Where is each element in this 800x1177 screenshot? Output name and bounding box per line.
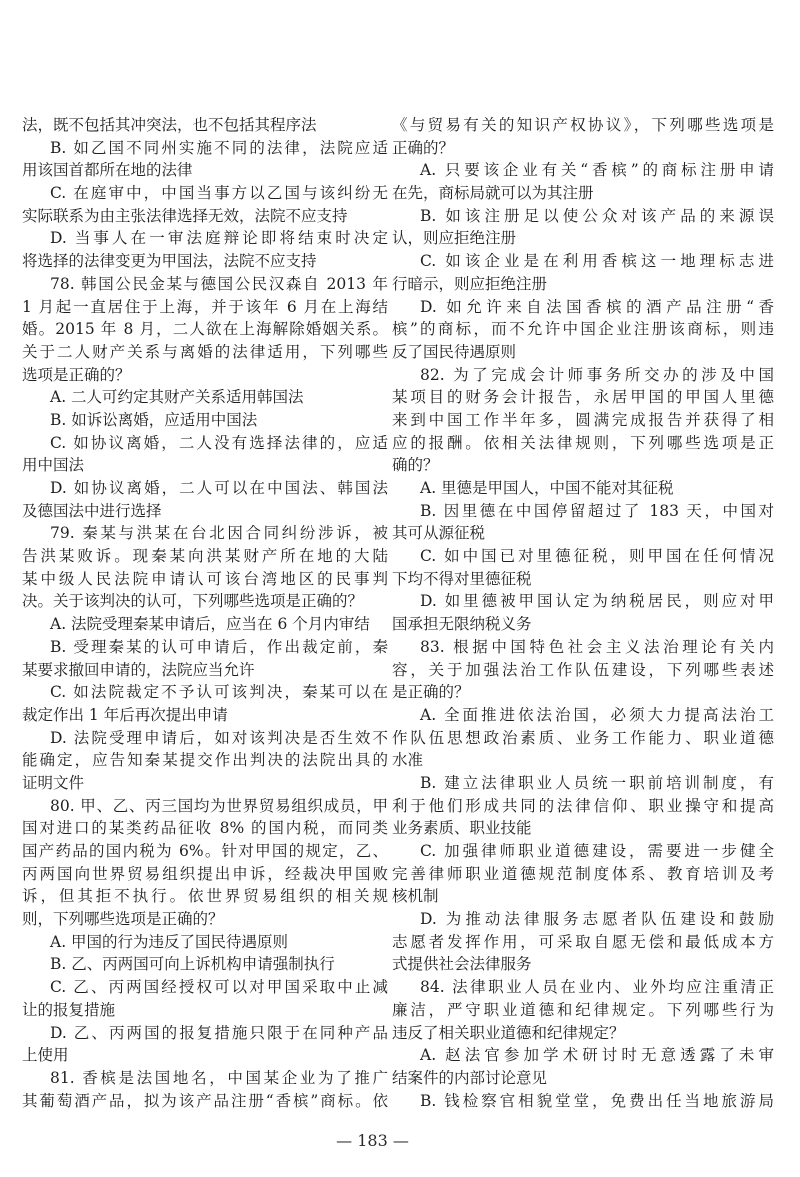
text-line: 《与贸易有关的知识产权协议》，下列哪些选项是 — [392, 116, 774, 134]
text-line: D. 如允许来自法国香槟的酒产品注册“香 — [420, 297, 774, 316]
text-line: 行暗示，则应拒绝注册 — [392, 274, 548, 293]
text-line: 则，下列哪些选项是正确的？ — [22, 910, 224, 929]
answer-option — [22, 976, 388, 1021]
text-line: D. 法院受理申请后，如对该判决是否生效不 — [50, 728, 388, 747]
answer-option — [392, 590, 774, 635]
answer-option — [392, 250, 774, 295]
text-line: C. 如中国已对里德征税，则甲国在任何情况 — [420, 547, 774, 566]
answer-option — [22, 409, 388, 432]
text-line: B. 如诉讼离婚，应适用中国法 — [50, 410, 258, 429]
text-line: 79. 秦某与洪某在台北因合同纠纷涉诉，被 — [50, 524, 388, 543]
answer-option — [392, 1090, 774, 1113]
text-line: 83. 根据中国特色社会主义法治理论有关内 — [420, 637, 774, 656]
answer-option — [22, 613, 388, 636]
text-line: C. 如法院裁定不予认可该判决，秦某可以在 — [50, 683, 388, 702]
text-line: 81. 香槟是法国地名，中国某企业为了推广 — [50, 1068, 388, 1087]
right-column — [392, 114, 774, 1112]
text-line: 应的报酬。依相关法律规则，下列哪些选项是正 — [392, 433, 774, 452]
text-line: 某中级人民法院申请认可该台湾地区的民事判 — [22, 569, 388, 588]
answer-option — [392, 772, 774, 840]
text-line: 确的？ — [392, 456, 439, 475]
answer-option — [22, 182, 388, 227]
question-stem — [22, 1067, 388, 1112]
text-line: D. 如里德被甲国认定为纳税居民，则应对甲 — [420, 592, 774, 611]
answer-option — [392, 477, 774, 500]
text-line: 证明文件 — [22, 773, 85, 792]
answer-option — [392, 704, 774, 772]
text-line: 某项目的财务会计报告，永居甲国的甲国人里德 — [392, 388, 774, 407]
answer-option — [22, 386, 388, 409]
text-line: 用该国首都所在地的法律 — [22, 161, 193, 180]
answer-option — [22, 432, 388, 477]
answer-option — [392, 205, 774, 250]
text-line: D. 为推动法律服务志愿者队伍建设和鼓励 — [420, 910, 774, 929]
text-line: 反了国民待遇原则 — [392, 342, 517, 361]
text-line: 利于他们形成共同的法律信仰、职业操守和提高 — [392, 796, 774, 815]
answer-option — [22, 1022, 388, 1067]
text-line: B. 因里德在中国停留超过了 183 天，中国对 — [420, 501, 774, 520]
text-line: 式提供社会法律服务 — [392, 955, 532, 974]
text-line: 实际联系为由主张法律选择无效，法院不应支持 — [22, 206, 348, 225]
text-line: 国对进口的某类药品征收 8% 的国内税，而同类 — [22, 819, 388, 838]
text-line: 选项是正确的？ — [22, 365, 131, 384]
answer-option — [392, 296, 774, 364]
text-line: 是正确的？ — [392, 683, 470, 702]
text-line: 槟”的商标，而不允许中国企业注册该商标，则违 — [392, 320, 774, 339]
text-line: C. 如协议离婚，二人没有选择法律的，应适 — [50, 433, 388, 452]
text-line: 结案件的内部讨论意见 — [392, 1068, 548, 1087]
answer-option — [22, 953, 388, 976]
text-line: B. 钱检察官相貌堂堂，免费出任当地旅游局 — [420, 1091, 774, 1110]
text-line: C. 加强律师职业道德建设，需要进一步健全 — [420, 842, 774, 860]
text-line: 诉，但其拒不执行。依世界贸易组织的相关规 — [22, 887, 388, 906]
text-line: 84. 法律职业人员在业内、业外均应注重清正 — [420, 978, 774, 997]
text-line: 让的报复措施 — [22, 1000, 116, 1019]
text-line: C. 乙、丙两国经授权可以对甲国采取中止减 — [50, 978, 388, 997]
answer-option — [392, 500, 774, 545]
text-line: 作队伍思想政治素质、业务工作能力、职业道德 — [392, 728, 774, 747]
question-stem — [392, 364, 774, 477]
text-line: B. 乙、丙两国可向上诉机构申请强制执行 — [50, 955, 335, 974]
answer-option — [22, 727, 388, 795]
text-line: A. 里德是甲国人，中国不能对其征税 — [420, 479, 674, 497]
answer-option — [392, 908, 774, 976]
text-line: 核机制 — [392, 887, 439, 906]
answer-option — [392, 840, 774, 908]
text-line: C. 如该企业是在利用香槟这一地理标志进 — [420, 252, 774, 271]
text-line: 告洪某败诉。现秦某向洪某财产所在地的大陆 — [22, 547, 388, 566]
text-line: 82. 为了完成会计师事务所交办的涉及中国 — [420, 365, 774, 384]
text-line: 来到中国工作半年多，圆满完成报告并获得了相 — [392, 410, 774, 429]
text-line: 能确定，应告知秦某提交作出判决的法院出具的 — [22, 751, 388, 770]
text-line: 丙两国向世界贸易组织提出申诉，经裁决甲国败 — [22, 864, 388, 883]
answer-option — [22, 636, 388, 681]
text-line: A. 二人可约定其财产关系适用韩国法 — [50, 388, 304, 407]
text-line: 法，既不包括其冲突法，也不包括其程序法 — [22, 116, 317, 134]
text-line: 78. 韩国公民金某与德国公民汉森自 2013 年 — [50, 274, 388, 293]
text-line: 在先，商标局就可以为其注册 — [392, 184, 594, 203]
text-line: 志愿者发挥作用，可采取自愿无偿和最低成本方 — [392, 932, 774, 951]
text-line: 关于二人财产关系与离婚的法律适用，下列哪些 — [22, 342, 388, 361]
question-stem — [22, 522, 388, 613]
text-line: A. 法院受理秦某申请后，应当在 6 个月内审结 — [50, 615, 370, 634]
answer-option — [22, 227, 388, 272]
answer-option — [392, 1044, 774, 1089]
text-line: 将选择的法律变更为甲国法，法院不应支持 — [22, 252, 317, 271]
page-number: — 183 — — [336, 1131, 409, 1150]
question-stem — [392, 976, 774, 1044]
text-line: D. 乙、丙两国的报复措施只限于在同种产品 — [50, 1023, 388, 1042]
text-line: 其葡萄酒产品，拟为该产品注册“香槟”商标。依 — [22, 1091, 388, 1110]
text-line: D. 如协议离婚，二人可以在中国法、韩国法 — [50, 479, 388, 497]
left-column — [22, 114, 388, 1112]
text-line: 业务素质、职业技能 — [392, 819, 532, 838]
answer-option — [22, 931, 388, 954]
answer-option — [22, 137, 388, 182]
text-line: B. 如该注册足以使公众对该产品的来源误 — [420, 206, 774, 225]
text-line: 容，关于加强法治工作队伍建设，下列哪些表述 — [392, 660, 774, 679]
text-line: 廉洁，严守职业道德和纪律规定。下列哪些行为 — [392, 1000, 774, 1019]
question-stem — [22, 273, 388, 386]
text-line: 及德国法中进行选择 — [22, 501, 162, 520]
text-line: 婚。2015 年 8 月，二人欲在上海解除婚姻关系。 — [22, 320, 388, 339]
question-stem — [22, 795, 388, 931]
text-line: B. 如乙国不同州实施不同的法律，法院应适 — [50, 138, 388, 157]
continued-text — [392, 114, 774, 159]
text-line: 决。关于该判决的认可，下列哪些选项是正确的？ — [22, 592, 364, 611]
text-line: A. 只要该企业有关“香槟”的商标注册申请 — [420, 161, 774, 180]
text-line: D. 当事人在一审法庭辩论即将结束时决定 — [50, 229, 388, 248]
text-line: 正确的？ — [392, 138, 455, 157]
text-line: A. 甲国的行为违反了国民待遇原则 — [50, 932, 289, 951]
text-line: B. 受理秦某的认可申请后，作出裁定前，秦 — [50, 637, 388, 656]
text-line: 国承担无限纳税义务 — [392, 615, 532, 634]
text-line: 某要求撤回申请的，法院应当允许 — [22, 660, 255, 679]
text-line: 下均不得对里德征税 — [392, 569, 532, 588]
text-line: A. 赵法官参加学术研讨时无意透露了未审 — [420, 1046, 774, 1065]
answer-option — [22, 477, 388, 522]
text-line: B. 建立法律职业人员统一职前培训制度，有 — [420, 773, 774, 792]
continued-text — [22, 114, 388, 137]
text-line: 80. 甲、乙、丙三国均为世界贸易组织成员，甲 — [50, 796, 388, 815]
text-line: 完善律师职业道德规范制度体系、教育培训及考 — [392, 864, 774, 883]
text-line: A. 全面推进依法治国，必须大力提高法治工 — [420, 705, 774, 724]
question-stem — [392, 636, 774, 704]
text-line: 用中国法 — [22, 456, 85, 475]
answer-option — [392, 545, 774, 590]
text-line: 水准 — [392, 751, 424, 770]
text-line: 认，则应拒绝注册 — [392, 229, 517, 248]
text-line: 国产药品的国内税为 6%。针对甲国的规定，乙、 — [22, 842, 388, 860]
answer-option — [392, 159, 774, 204]
text-line: 裁定作出 1 年后再次提出申请 — [22, 705, 228, 724]
text-line: C. 在庭审中，中国当事方以乙国与该纠纷无 — [50, 184, 388, 203]
text-line: 1 月起一直居住于上海，并于该年 6 月在上海结 — [22, 297, 388, 316]
text-line: 其可从源征税 — [392, 524, 486, 543]
text-line: 违反了相关职业道德和纪律规定？ — [392, 1023, 625, 1042]
answer-option — [22, 681, 388, 726]
text-line: 上使用 — [22, 1046, 69, 1065]
